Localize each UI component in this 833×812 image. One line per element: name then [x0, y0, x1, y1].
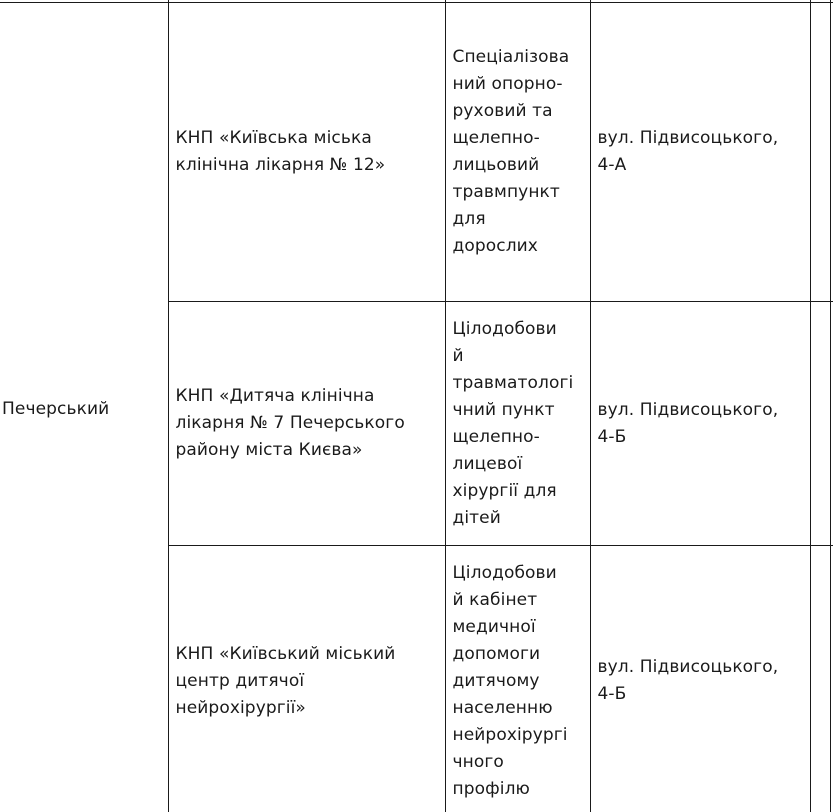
facility-line: КНП «Київський міський: [175, 643, 396, 664]
service-line: щелепно-: [452, 128, 540, 148]
service-line: руховий та: [452, 101, 553, 121]
service-line: ний опорно-: [452, 74, 563, 94]
district-name: Печерський: [2, 399, 110, 419]
service-line: травмпункт: [452, 182, 560, 202]
service-line: чний пункт: [452, 399, 555, 420]
facility-line: клінічна лікарня № 12»: [175, 155, 386, 175]
service-line: для: [452, 209, 486, 229]
service-line: допомоги: [452, 643, 541, 664]
district-cell: [0, 3, 168, 812]
address-cell: [590, 3, 810, 302]
service-line: й: [452, 345, 464, 366]
address-line: 4-А: [597, 155, 627, 175]
facility-line: центр дитячої: [175, 670, 305, 691]
address-line: 4-Б: [597, 684, 627, 704]
facility-line: КНП «Дитяча клінічна: [175, 386, 375, 406]
service-line: щелепно-: [452, 426, 540, 447]
table-row: [0, 3, 833, 302]
service-line: й кабінет: [452, 589, 538, 610]
service-line: хірургії для: [452, 480, 557, 501]
service-line: населенню: [452, 697, 553, 718]
service-line: медичної: [452, 616, 536, 637]
service-line: нейрохірургі: [452, 724, 568, 745]
service-line: дітей: [452, 507, 501, 528]
extra-cell: [810, 302, 830, 546]
extra-cell: [810, 3, 830, 302]
address-line: 4-Б: [597, 426, 627, 447]
address-line: вул. Підвисоцького,: [597, 128, 779, 148]
service-line: профілю: [452, 778, 530, 799]
service-cell: [445, 546, 590, 812]
service-cell: [445, 3, 590, 302]
service-line: лицьовий: [452, 155, 540, 175]
facility-line: КНП «Київська міська: [175, 128, 372, 148]
service-line: Цілодобови: [452, 562, 557, 583]
facility-cell: [168, 3, 445, 302]
address-cell: [590, 302, 810, 546]
address-line: вул. Підвисоцького,: [597, 657, 779, 677]
service-line: дорослих: [452, 236, 538, 256]
service-line: лицевої: [452, 453, 523, 474]
service-line: дитячому: [452, 670, 540, 691]
service-line: травматологі: [452, 372, 574, 393]
facility-line: лікарня № 7 Печерського: [175, 413, 405, 433]
service-line: Цілодобови: [452, 318, 557, 339]
facility-cell: [168, 302, 445, 546]
service-line: Спеціалізова: [452, 47, 570, 67]
service-line: чного: [452, 751, 504, 772]
facility-cell: [168, 546, 445, 812]
facility-line: нейрохірургії»: [175, 697, 306, 718]
address-cell: [590, 546, 810, 812]
service-cell: [445, 302, 590, 546]
address-line: вул. Підвисоцького,: [597, 399, 779, 420]
extra-cell: [810, 546, 830, 812]
facility-line: району міста Києва»: [175, 440, 363, 460]
